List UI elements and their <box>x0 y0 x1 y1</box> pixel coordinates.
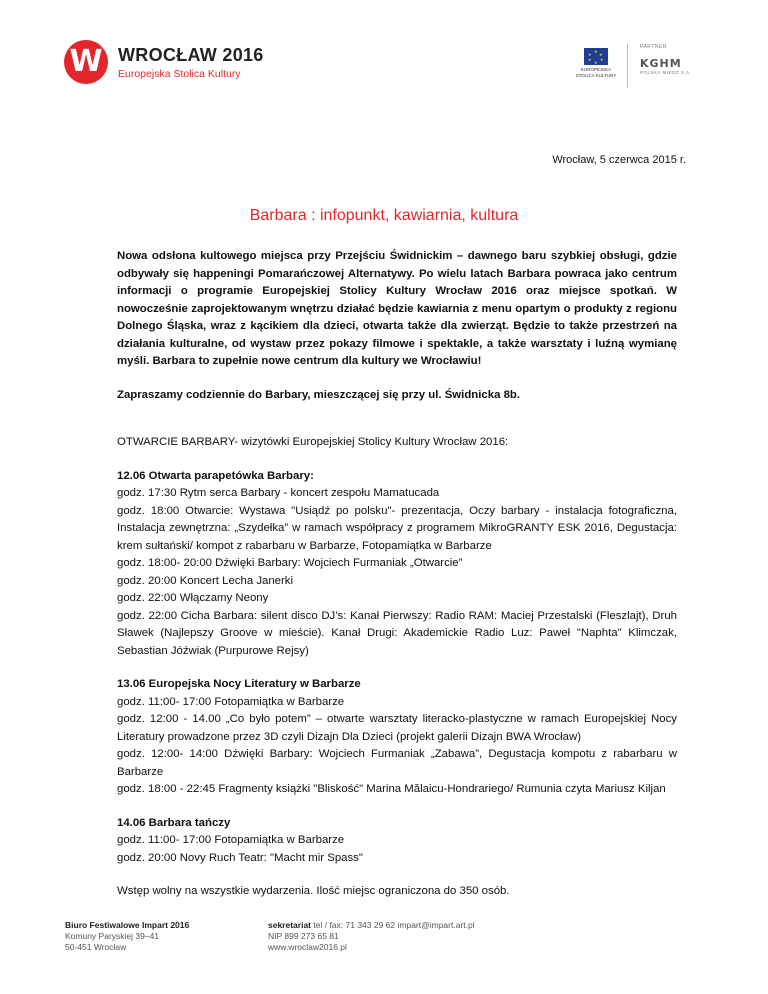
document-body <box>117 248 677 901</box>
event-item: godz. 18:00 - 22:45 Fragmenty książki "Bliskość" Marina Mălaicu-Hondrariego/ Rumunia czyta Mariusz Kiljan <box>117 783 666 795</box>
eu-caption-line-1: EUROPEJSKA <box>580 67 612 72</box>
eu-caption-line-2: STOLICA KULTURY <box>575 73 617 78</box>
footer-contact <box>268 920 475 953</box>
footer-street: Komuny Paryskiej 39–41 <box>65 931 160 941</box>
letterhead <box>0 0 768 120</box>
footer-website: www.wroclaw2016.pl <box>268 942 347 952</box>
event-item: godz. 11:00- 17:00 Fotopamiątka w Barbarze <box>117 834 345 846</box>
eu-caption <box>568 67 624 79</box>
event-item: godz. 12:00 - 14.00 „Co było potem” – otwarte warsztaty literacko-plastyczne w ramach Europejskiej Nocy Literatury prowadzone przez 3D czyli Dizajn Dla Dzieci (projekt galerii Dizajn BWA Wrocław) <box>117 713 677 743</box>
kghm-subtitle: POLSKA MIEDŹ S.A. <box>640 70 692 75</box>
partner-label: PARTNER <box>640 44 667 50</box>
footer-secretariat <box>268 920 475 931</box>
footer-address <box>65 920 189 953</box>
document-date: Wrocław, 5 czerwca 2015 r. <box>552 154 686 166</box>
event-item: godz. 22:00 Włączamy Neony <box>117 592 269 604</box>
event-item: godz. 18:00 Otwarcie: Wystawa "Usiądź po polsku"- prezentacja, Oczy barbary - instalacja fotograficzna, Instalacja zewnętrzna: „Szydełka” w ramach współpracy z programem MikroGRANTY ESK 2016, Degustacja: krem sułtański/ kompot z rabarbaru w Barbarze, Fotopamiątka w Barbarze <box>117 504 677 552</box>
day-heading: 12.06 Otwarta parapetówka Barbary: <box>117 469 314 482</box>
day-heading: 14.06 Barbara tańczy <box>117 816 231 829</box>
document-title: Barbara : infopunkt, kawiarnia, kultura <box>249 207 519 224</box>
event-item: godz. 11:00- 17:00 Fotopamiątka w Barbarze <box>117 695 345 708</box>
event-item: godz. 20:00 Novy Ruch Teatr: "Macht mir Spass" <box>117 851 363 864</box>
section-heading: OTWARCIE BARBARY- wizytówki Europejskiej Stolicy Kultury Wrocław 2016: <box>117 436 509 448</box>
divider <box>627 44 628 88</box>
day-heading: 13.06 Europejska Nocy Literatury w Barbarze <box>117 678 361 690</box>
wroclaw-logo-icon: W <box>64 40 108 84</box>
event-item: godz. 17:30 Rytm serca Barbary - koncert zespołu Mamatucada <box>117 487 440 499</box>
event-item: godz. 20:00 Koncert Lecha Janerki <box>117 574 294 587</box>
eu-flag-icon: ★ ★ ★ ★ ★ ★ <box>584 48 608 65</box>
event-item: godz. 18:00- 20:00 Dźwięki Barbary: Wojciech Furmaniak „Otwarcie” <box>117 557 463 569</box>
logo-title: WROCŁAW 2016 <box>118 45 264 65</box>
lead-paragraph: Nowa odsłona kultowego miejsca przy Przejściu Świdnickim – dawnego baru szybkiej obsługi, gdzie odbywały się happeningi Pomarańczowej Alternatywy. Po wielu latach Barbara powraca jako centrum informacji o programie Europejskiej Stolicy Kultury Wrocław 2016 oraz miejsce spotkań. W nowocześnie zaprojektowanym wnętrzu działać będzie kawiarnia z menu opartym o produkty z regionu Dolnego Śląska, wraz z kącikiem dla dzieci, otwarta także dla zwierząt. Będzie to także przestrzeń na działania kulturalne, od wystaw przez pokazy filmowe i spektakle, a także warsztaty i luźną wymianę myśli. Barbara to zupełnie nowe centrum dla kultury we Wrocławiu! <box>117 250 677 367</box>
footer-nip: NIP 899 273 65 81 <box>268 931 339 941</box>
footer-city: 50-451 Wrocław <box>65 942 127 952</box>
invite-paragraph: Zapraszamy codziennie do Barbary, mieszczącej się przy ul. Świdnicka 8b. <box>117 388 521 401</box>
secretariat-label: sekretariat <box>268 920 312 930</box>
event-item: godz. 12:00- 14:00 Dźwięki Barbary: Wojciech Furmaniak „Zabawa”, Degustacja kompotu z rabarbaru w Barbarze <box>117 748 677 778</box>
kghm-logo: KGHM <box>640 57 682 70</box>
closing-note: Wstęp wolny na wszystkie wydarzenia. Ilość miejsc ograniczona do 350 osób. <box>117 885 510 897</box>
footer-org-name: Biuro Festiwalowe Impart 2016 <box>65 920 190 930</box>
logo-subtitle: Europejska Stolica Kultury <box>118 68 241 80</box>
secretariat-contact: tel / fax: 71 343 29 62 impart@impart.art.pl <box>311 920 475 930</box>
event-item: godz. 22:00 Cicha Barbara: silent disco DJ’s: Kanał Pierwszy: Radio RAM: Maciej Przestalski (Fleszlajt), Druh Sławek (Najlepszy Groove w mieście). Kanał Drugi: Akademickie Radio Luz: Paweł "Naphta" Klimczak, Sebastian Jóźwiak (Purpurowe Rejsy) <box>117 609 677 657</box>
